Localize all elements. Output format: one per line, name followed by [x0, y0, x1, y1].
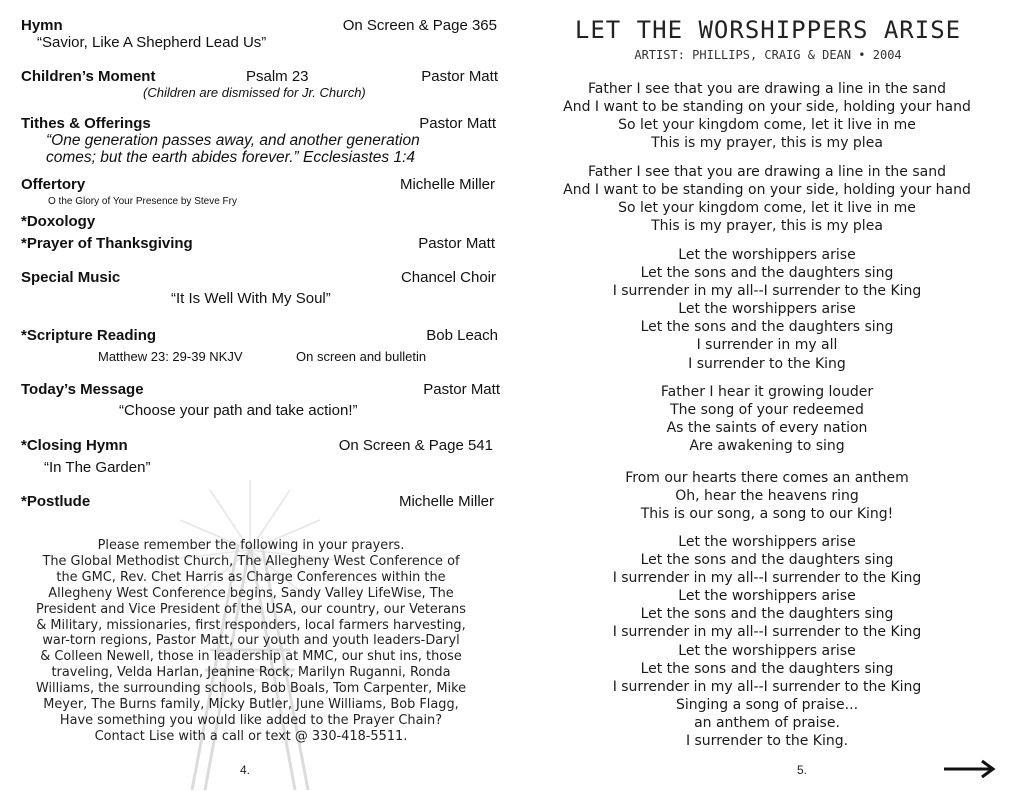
lyrics-stanza: [482, 163, 1024, 235]
lyric-line: Let the sons and the daughters sing: [640, 319, 894, 336]
lyric-line: Father I see that you are drawing a line in the sand: [587, 164, 946, 180]
lyric-line: Let the worshippers arise: [678, 642, 856, 659]
offertory-label: Offertory: [21, 176, 86, 193]
scripture-location: On screen and bulletin: [296, 349, 427, 364]
lyric-line: Father I see that you are drawing a line in the sand: [587, 81, 946, 97]
lyric-line: As the saints of every nation: [666, 420, 868, 437]
message-title: “Choose your path and take action!”: [119, 402, 358, 419]
prayer-thanksgiving-leader: Pastor Matt: [418, 235, 495, 252]
prayer-thanksgiving-label: *Prayer of Thanksgiving: [21, 235, 193, 252]
childrens-moment-leader: Pastor Matt: [421, 68, 498, 85]
prayer-line: Meyer, The Burns family, Micky Butler, June Williams, Bob Flagg,: [43, 697, 459, 713]
hymn-title: “Savior, Like A Shepherd Lead Us”: [37, 34, 267, 51]
lyric-line: an anthem of praise.: [694, 714, 840, 731]
childrens-moment-scripture: Psalm 23: [246, 68, 309, 85]
prayer-line: traveling, Velda Harlan, Jeanine Rock, Marilyn Ruganni, Ronda: [51, 665, 451, 681]
message-speaker: Pastor Matt: [423, 381, 500, 398]
lyrics-final-chorus: [482, 533, 1024, 750]
prayer-line: Contact Lise with a call or text @ 330-418-5511.: [94, 728, 408, 744]
offertory-performer: Michelle Miller: [399, 176, 495, 193]
lyric-line: Are awakening to sing: [689, 438, 845, 455]
lyric-line: This is our song, a song to our King!: [640, 506, 894, 523]
lyric-line: This is my prayer, this is my plea: [651, 218, 883, 235]
special-music-performer: Chancel Choir: [400, 269, 496, 286]
scripture-reference: Matthew 23: 29-39 NKJV: [98, 349, 243, 364]
lyric-line: Let the sons and the daughters sing: [640, 265, 894, 282]
lyric-line: I surrender in my all--I surrender to the King: [612, 570, 922, 587]
prayer-line: Please remember the following in your prayers.: [97, 538, 405, 553]
lyric-line: Let the worshippers arise: [678, 301, 856, 318]
lyric-line: Let the worshippers arise: [678, 247, 856, 263]
lyric-line: I surrender in my all--I surrender to the King: [612, 678, 922, 695]
page-number: 5.: [797, 763, 808, 777]
lyric-line: Let the worshippers arise: [678, 534, 856, 550]
childrens-moment-label: Children’s Moment: [21, 68, 156, 85]
song-artist: ARTIST: PHILLIPS, CRAIG & DEAN • 2004: [634, 48, 902, 62]
tithes-label: Tithes & Offerings: [21, 115, 151, 132]
lyric-line: I surrender in my all: [696, 337, 838, 354]
arrow-right-icon[interactable]: [942, 758, 998, 780]
lyric-line: Oh, hear the heavens ring: [675, 488, 859, 505]
lyric-line: I surrender to the King.: [685, 733, 849, 750]
lyric-line: I surrender in my all--I surrender to the King: [612, 624, 922, 641]
lyric-line: Father I hear it growing louder: [660, 384, 874, 400]
lyric-line: Singing a song of praise...: [675, 696, 859, 713]
closing-hymn-page-ref: On Screen & Page 541: [338, 437, 493, 454]
lyric-line: Let the sons and the daughters sing: [640, 552, 894, 569]
lyric-line: Let the worshippers arise: [678, 588, 856, 605]
lyric-line: I surrender to the King: [688, 355, 846, 372]
hymn-page-ref: On Screen & Page 365: [342, 17, 497, 34]
lyric-line: The song of your redeemed: [670, 402, 864, 419]
lyric-line: Let the sons and the daughters sing: [640, 606, 894, 623]
prayer-list: [20, 538, 482, 745]
tithes-leader: Pastor Matt: [419, 115, 496, 132]
doxology-label: *Doxology: [21, 213, 96, 230]
prayer-line: Williams, the surrounding schools, Bob Boals, Tom Carpenter, Mike: [35, 681, 467, 697]
prayer-line: Have something you would like added to the Prayer Chain?: [59, 712, 443, 728]
prayer-line: war-torn regions, Pastor Matt, our youth and youth leaders-Daryl: [42, 633, 460, 649]
right-page: [512, 0, 1024, 791]
lyric-line: And I want to be standing on your side, holding your hand: [563, 99, 971, 116]
song-title: LET THE WORSHIPPERS ARISE: [574, 16, 962, 44]
special-music-label: Special Music: [21, 269, 121, 286]
lyric-line: I surrender in my all--I surrender to the King: [612, 283, 922, 300]
prayer-line: & Colleen Newell, those in leadership at MMC, our shut ins, those: [40, 649, 462, 665]
tithes-quote-line-1: “One generation passes away, and another generation: [46, 132, 420, 149]
lyrics-stanza: [482, 80, 1024, 152]
prayer-line: The Global Methodist Church, The Allegheny West Conference of: [42, 553, 460, 569]
postlude-label: *Postlude: [21, 493, 91, 510]
scripture-reading-label: *Scripture Reading: [21, 327, 157, 344]
tithes-quote-line-2: comes; but the earth abides forever.” Ecclesiastes 1:4: [46, 149, 416, 166]
lyrics-stanza: [482, 383, 1024, 455]
prayer-line: & Military, missionaries, first responders, local farmers harvesting,: [36, 617, 466, 633]
closing-hymn-label: *Closing Hymn: [21, 437, 128, 454]
hymn-label: Hymn: [21, 17, 63, 34]
lyric-line: From our hearts there comes an anthem: [625, 470, 909, 486]
message-label: Today’s Message: [21, 381, 144, 398]
closing-hymn-title: “In The Garden”: [44, 459, 151, 476]
page-number: 4.: [240, 763, 251, 777]
lyric-line: And I want to be standing on your side, holding your hand: [563, 182, 971, 199]
prayer-line: the GMC, Rev. Chet Harris as Charge Conferences within the: [56, 569, 446, 585]
lyric-line: Let the sons and the daughters sing: [640, 660, 894, 677]
postlude-performer: Michelle Miller: [398, 493, 494, 510]
childrens-moment-note: (Children are dismissed for Jr. Church): [143, 85, 366, 100]
lyric-line: This is my prayer, this is my plea: [651, 135, 883, 152]
scripture-reader: Bob Leach: [426, 327, 498, 344]
lyrics-chorus: [482, 246, 1024, 373]
special-music-title: “It Is Well With My Soul”: [171, 290, 331, 307]
lyric-line: So let your kingdom come, let it live in me: [618, 117, 916, 134]
lyric-line: So let your kingdom come, let it live in me: [618, 200, 916, 217]
prayer-line: Allegheny West Conference begins, Sandy Valley LifeWise, The: [48, 585, 454, 601]
offertory-piece: O the Glory of Your Presence by Steve Fry: [48, 196, 237, 207]
lyrics-bridge: [482, 469, 1024, 523]
prayer-line: President and Vice President of the USA, our country, our Veterans: [36, 601, 466, 617]
